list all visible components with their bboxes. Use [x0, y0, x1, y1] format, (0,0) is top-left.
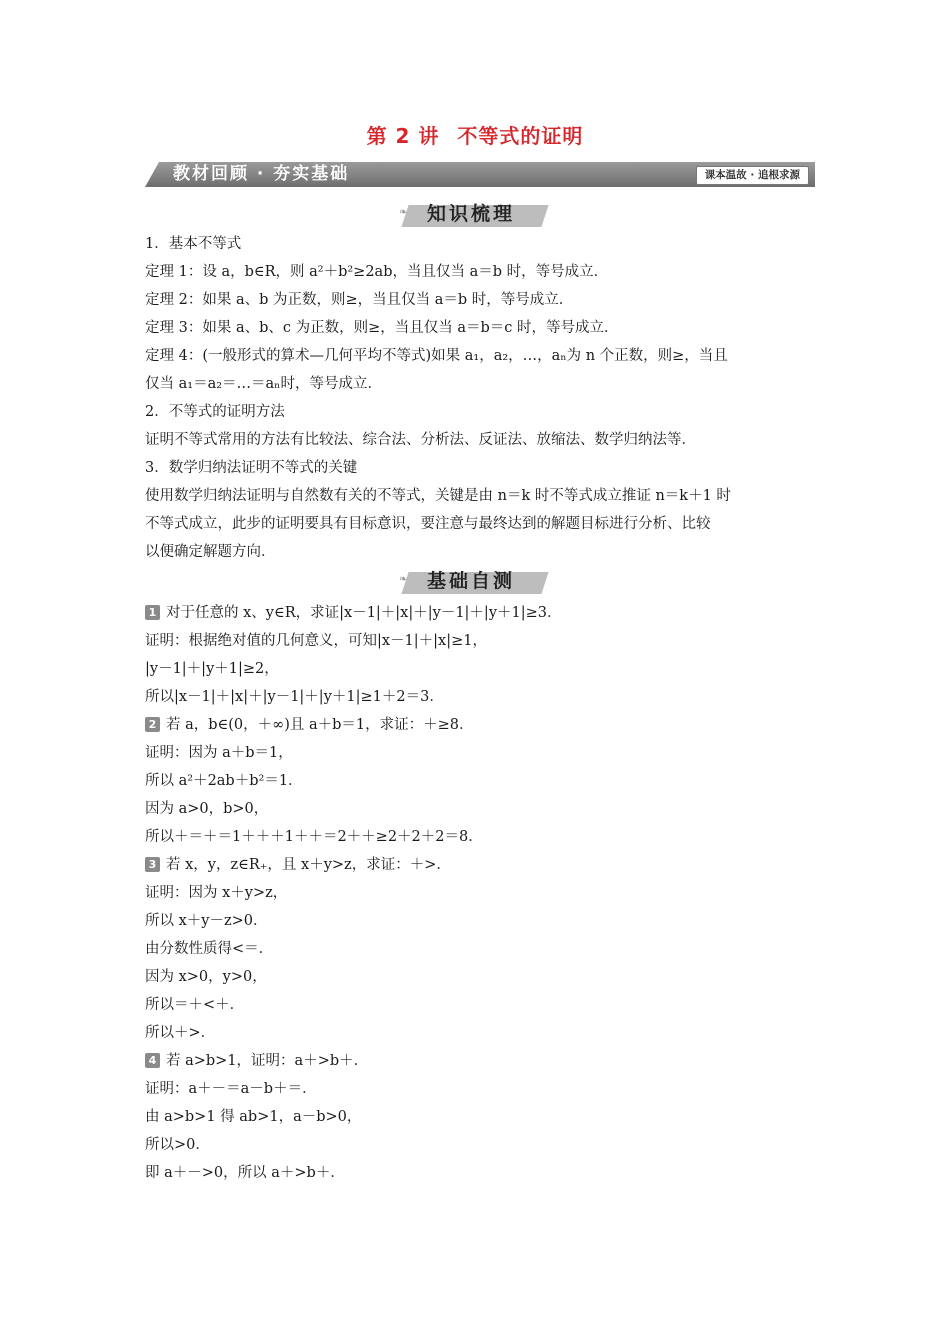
proof-line: [145, 743, 293, 763]
question-line: [145, 855, 451, 875]
proof-line: [145, 1023, 215, 1043]
proof-line: [145, 995, 244, 1015]
line-text: 所以＋＝＋＝1＋＋＋1＋＋＝2＋＋≥2＋2＋2＝8．: [145, 829, 483, 845]
knowledge-line: 以便确定解题方向．: [145, 544, 276, 560]
proof-line: [145, 1135, 210, 1155]
selftest-heading: [395, 566, 555, 596]
proof-line: [145, 883, 287, 903]
line-text: 证明：因为 x＋y>z，: [145, 885, 288, 901]
proof-line: [145, 687, 444, 707]
knowledge-line: 证明不等式常用的方法有比较法、综合法、分析法、反证法、放缩法、数学归纳法等．: [145, 432, 696, 448]
knowledge-line: 3．数学归纳法证明不等式的关键: [145, 460, 358, 476]
question-line: [145, 715, 474, 735]
line-text: 所以|x－1|＋|x|＋|y－1|＋|y＋1|≥1＋2＝3．: [145, 689, 444, 705]
line-text: 所以>0．: [145, 1137, 210, 1153]
proof-line: [145, 1163, 345, 1183]
line-text: 对于任意的 x、y∈R，求证|x－1|＋|x|＋|y－1|＋|y＋1|≥3．: [166, 605, 562, 621]
line-text: 由 a>b>1 得 ab>1，a－b>0，: [145, 1109, 362, 1125]
question-number-badge: 1: [145, 605, 160, 620]
leaf-icon: ❧: [399, 574, 408, 585]
proof-line: [145, 771, 303, 791]
knowledge-line: 定理 1：设 a，b∈R，则 a²＋b²≥2ab，当且仅当 a＝b 时，等号成立．: [145, 264, 609, 280]
line-text: 所以＝＋<＋．: [145, 997, 245, 1013]
proof-line: [145, 799, 268, 819]
proof-line: [145, 1079, 317, 1099]
knowledge-line: 定理 3：如果 a、b、c 为正数，则≥，当且仅当 a＝b＝c 时，等号成立．: [145, 320, 619, 336]
knowledge-line: 不等式成立，此步的证明要具有目标意识，要注意与最终达到的解题目标进行分析、比较: [145, 516, 711, 532]
line-text: 所以 a²＋2ab＋b²＝1．: [145, 773, 303, 789]
proof-line: [145, 659, 279, 679]
knowledge-line: 2．不等式的证明方法: [145, 404, 285, 420]
banner-slant-decoration: [145, 162, 159, 187]
proof-line: [145, 631, 487, 651]
line-text: 因为 a>0，b>0，: [145, 801, 269, 817]
line-text: 由分数性质得<＝．: [145, 941, 274, 957]
question-line: [145, 603, 562, 623]
line-text: 即 a＋－>0，所以 a＋>b＋．: [145, 1165, 345, 1181]
question-number-badge: 4: [145, 1053, 160, 1068]
banner-title: 教材回顾 · 夯实基础: [173, 164, 350, 184]
knowledge-line: 使用数学归纳法证明与自然数有关的不等式，关键是由 n＝k 时不等式成立推证 n＝k＋1 时: [145, 488, 731, 504]
line-text: 证明：a＋－＝a－b＋＝．: [145, 1081, 317, 1097]
proof-line: [145, 939, 273, 959]
line-text: 所以＋>．: [145, 1025, 216, 1041]
selftest-heading-label: 基础自测: [427, 570, 516, 592]
line-text: 若 a>b>1，证明：a＋>b＋．: [166, 1053, 369, 1069]
lecture-title: 不等式的证明: [457, 124, 584, 148]
banner-tag: 课本温故 · 追根求源: [696, 166, 809, 185]
knowledge-heading-label: 知识梳理: [427, 203, 516, 225]
line-text: 因为 x>0，y>0，: [145, 969, 267, 985]
line-text: 所以 x＋y－z>0．: [145, 913, 268, 929]
line-text: 若 x，y，z∈R₊，且 x＋y>z，求证：＋>．: [166, 857, 451, 873]
line-text: |y－1|＋|y＋1|≥2，: [145, 661, 279, 677]
question-number-badge: 2: [145, 717, 160, 732]
proof-line: [145, 1107, 361, 1127]
knowledge-line: 定理 2：如果 a、b 为正数，则≥，当且仅当 a＝b 时，等号成立．: [145, 292, 574, 308]
proof-line: [145, 967, 267, 987]
knowledge-line: 1．基本不等式: [145, 236, 242, 252]
lecture-number: 第 2 讲: [366, 124, 440, 148]
leaf-icon: ❧: [399, 207, 408, 218]
proof-line: [145, 827, 483, 847]
proof-line: [145, 911, 268, 931]
knowledge-heading: [395, 199, 555, 229]
section-banner: [145, 162, 815, 187]
line-text: 证明：根据绝对值的几何意义，可知|x－1|＋|x|≥1，: [145, 633, 487, 649]
question-line: [145, 1051, 368, 1071]
knowledge-line: 仅当 a₁＝a₂＝…＝aₙ时，等号成立．: [145, 376, 382, 392]
question-number-badge: 3: [145, 857, 160, 872]
knowledge-line: 定理 4：(一般形式的算术—几何平均不等式)如果 a₁，a₂，…，aₙ为 n 个正数，则≥，当且: [145, 348, 728, 364]
line-text: 若 a，b∈(0，＋∞)且 a＋b＝1，求证：＋≥8．: [166, 717, 474, 733]
line-text: 证明：因为 a＋b＝1，: [145, 745, 293, 761]
page-title: [0, 120, 950, 149]
